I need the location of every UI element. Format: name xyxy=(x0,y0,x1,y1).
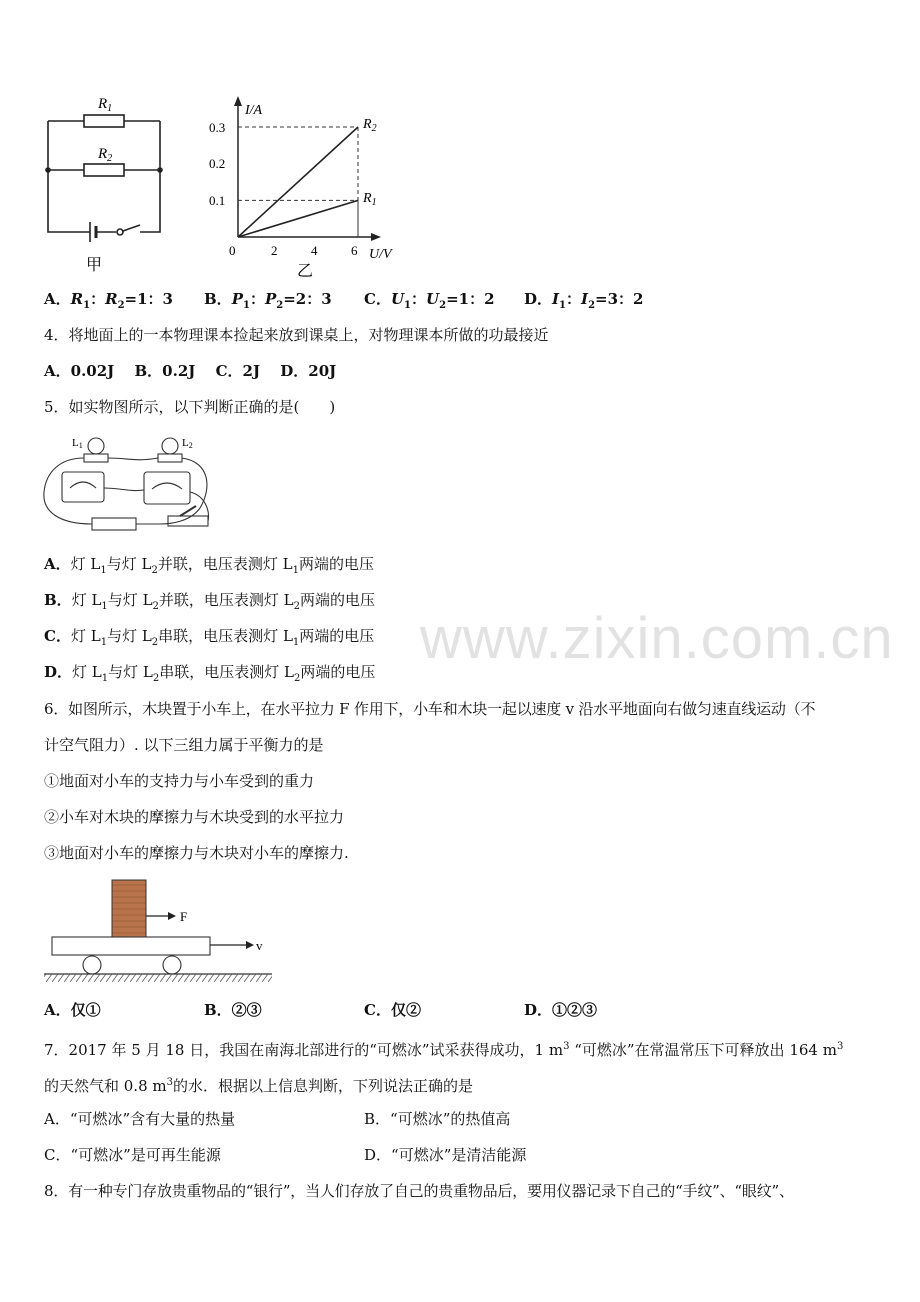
q6-option-b: B．②③ xyxy=(204,1001,262,1019)
figure-caption-yi: 乙 xyxy=(297,263,314,280)
q3-option-d: D．$I_1$：$I_2=3$：2 xyxy=(524,290,644,311)
q7-option-b: B．“可燃冰”的热值高 xyxy=(364,1110,511,1128)
circuit-diagram-jia xyxy=(40,92,170,282)
q5-option-c: C．灯 $L_1$与灯 $L_2$串联，电压表测灯 $L_1$两端的电压 xyxy=(44,627,375,648)
q6-option-a: A．仅① xyxy=(44,1001,101,1019)
lamp-l2-base xyxy=(158,454,182,462)
battery-holder xyxy=(92,518,136,530)
y-tick-0.1: 0.1 xyxy=(209,193,226,208)
q4-stem: 4．将地面上的一本物理课本捡起来放到课桌上，对物理课本所做的功最接近 xyxy=(44,326,549,344)
iu-graph-yi xyxy=(205,92,415,282)
meter-left xyxy=(62,472,104,502)
q3-option-b: B．$P_1$：$P_2=2$：3 xyxy=(204,290,332,311)
r1-label: $R_1$ xyxy=(98,96,113,114)
force-label: F xyxy=(180,909,188,924)
q6-stem-line2: 计空气阻力）. 以下三组力属于平衡力的是 xyxy=(44,736,324,754)
x-axis-label: U/V xyxy=(369,247,392,262)
q5-circuit-photo xyxy=(40,432,220,544)
cart-wheel-right xyxy=(163,956,181,974)
velocity-label: v xyxy=(256,938,263,953)
q7-option-a: A．“可燃冰”含有大量的热量 xyxy=(44,1110,236,1128)
q3-option-c: C．$U_1$：$U_2=1$：2 xyxy=(364,290,495,311)
wood-block xyxy=(112,880,146,937)
q7-stem-line2: 的天然气和 0.8 $m^3$的水．根据以上信息判断，下列说法正确的是 xyxy=(44,1077,474,1095)
q6-stem-line1: 6．如图所示，木块置于小车上，在水平拉力 F 作用下，小车和木块一起以速度 v 沿水平地面向右做匀速直线运动（不 xyxy=(44,700,816,718)
q6-option-d: D．①②③ xyxy=(524,1001,598,1019)
series-label-r1: $R_1$ xyxy=(363,191,377,208)
r2-label: $R_2$ xyxy=(98,146,113,164)
q7-option-c: C．“可燃冰”是可再生能源 xyxy=(44,1146,221,1164)
series-label-r2: $R_2$ xyxy=(363,117,377,134)
wire-meters xyxy=(104,488,144,491)
lamp-l2-label: L2 xyxy=(182,437,193,450)
q6-item-1: ①地面对小车的支持力与小车受到的重力 xyxy=(44,772,315,790)
wire-left xyxy=(44,458,92,524)
q6-item-3: ③地面对小车的摩擦力与木块对小车的摩擦力. xyxy=(44,844,349,862)
x-axis-arrow xyxy=(371,233,381,241)
cart-wheel-left xyxy=(83,956,101,974)
x-tick-4: 4 xyxy=(311,243,318,258)
resistor-r1 xyxy=(84,115,124,127)
wire-right xyxy=(136,458,207,524)
meter-right xyxy=(144,472,190,504)
q6-option-c: C．仅② xyxy=(364,1001,421,1019)
series-line-r2 xyxy=(238,127,358,237)
q4-options: A．0.02J B．0.2J C．2J D．20J xyxy=(44,362,337,380)
ground-hatch xyxy=(44,974,272,982)
switch-contact xyxy=(117,229,123,235)
x-tick-0: 0 xyxy=(229,243,236,258)
cart-block-figure xyxy=(40,870,280,988)
lamp-l1-label: L1 xyxy=(72,437,83,450)
y-axis-arrow xyxy=(234,96,242,106)
figure-caption-jia: 甲 xyxy=(86,257,103,274)
q5-stem: 5．如实物图所示，以下判断正确的是( ) xyxy=(44,398,336,416)
q5-option-a: A．灯 $L_1$与灯 $L_2$并联，电压表测灯 $L_1$两端的电压 xyxy=(44,555,374,576)
lamp-l1-bulb xyxy=(88,438,104,454)
q5-option-b: B．灯 $L_1$与灯 $L_2$并联，电压表测灯 $L_2$两端的电压 xyxy=(44,591,376,612)
q8-stem: 8．有一种专门存放贵重物品的“银行”，当人们存放了自己的贵重物品后，要用仪器记录下自己的“手纹”、“眼纹”、 xyxy=(44,1182,794,1200)
y-tick-0.3: 0.3 xyxy=(209,120,226,135)
meter-left-dial xyxy=(70,482,96,488)
cart-body xyxy=(52,937,210,955)
wire-lamps xyxy=(108,458,158,460)
q6-item-2: ②小车对木块的摩擦力与木块受到的水平拉力 xyxy=(44,808,345,826)
q5-option-d: D．灯 $L_1$与灯 $L_2$串联，电压表测灯 $L_2$两端的电压 xyxy=(44,663,376,684)
q3-option-a: A．$R_1$：$R_2=1$：3 xyxy=(44,290,173,311)
x-tick-2: 2 xyxy=(271,243,278,258)
watermark: www.zixin.com.cn xyxy=(420,606,894,671)
q7-stem-line1: 7．2017 年 5 月 18 日，我国在南海北部进行的“可燃冰”试采获得成功，1 $m^3$ “可燃冰”在常温常压下可释放出 164 $m^3$ xyxy=(44,1041,844,1059)
x-tick-6: 6 xyxy=(351,243,358,258)
lamp-l1-base xyxy=(84,454,108,462)
y-tick-0.2: 0.2 xyxy=(209,156,226,171)
lamp-l2-bulb xyxy=(162,438,178,454)
switch-blade xyxy=(123,225,140,231)
y-axis-label: I/A xyxy=(245,103,263,118)
series-line-r1 xyxy=(238,200,358,237)
meter-right-dial xyxy=(152,483,182,489)
resistor-r2 xyxy=(84,164,124,176)
q7-option-d: D．“可燃冰”是清洁能源 xyxy=(364,1146,527,1164)
